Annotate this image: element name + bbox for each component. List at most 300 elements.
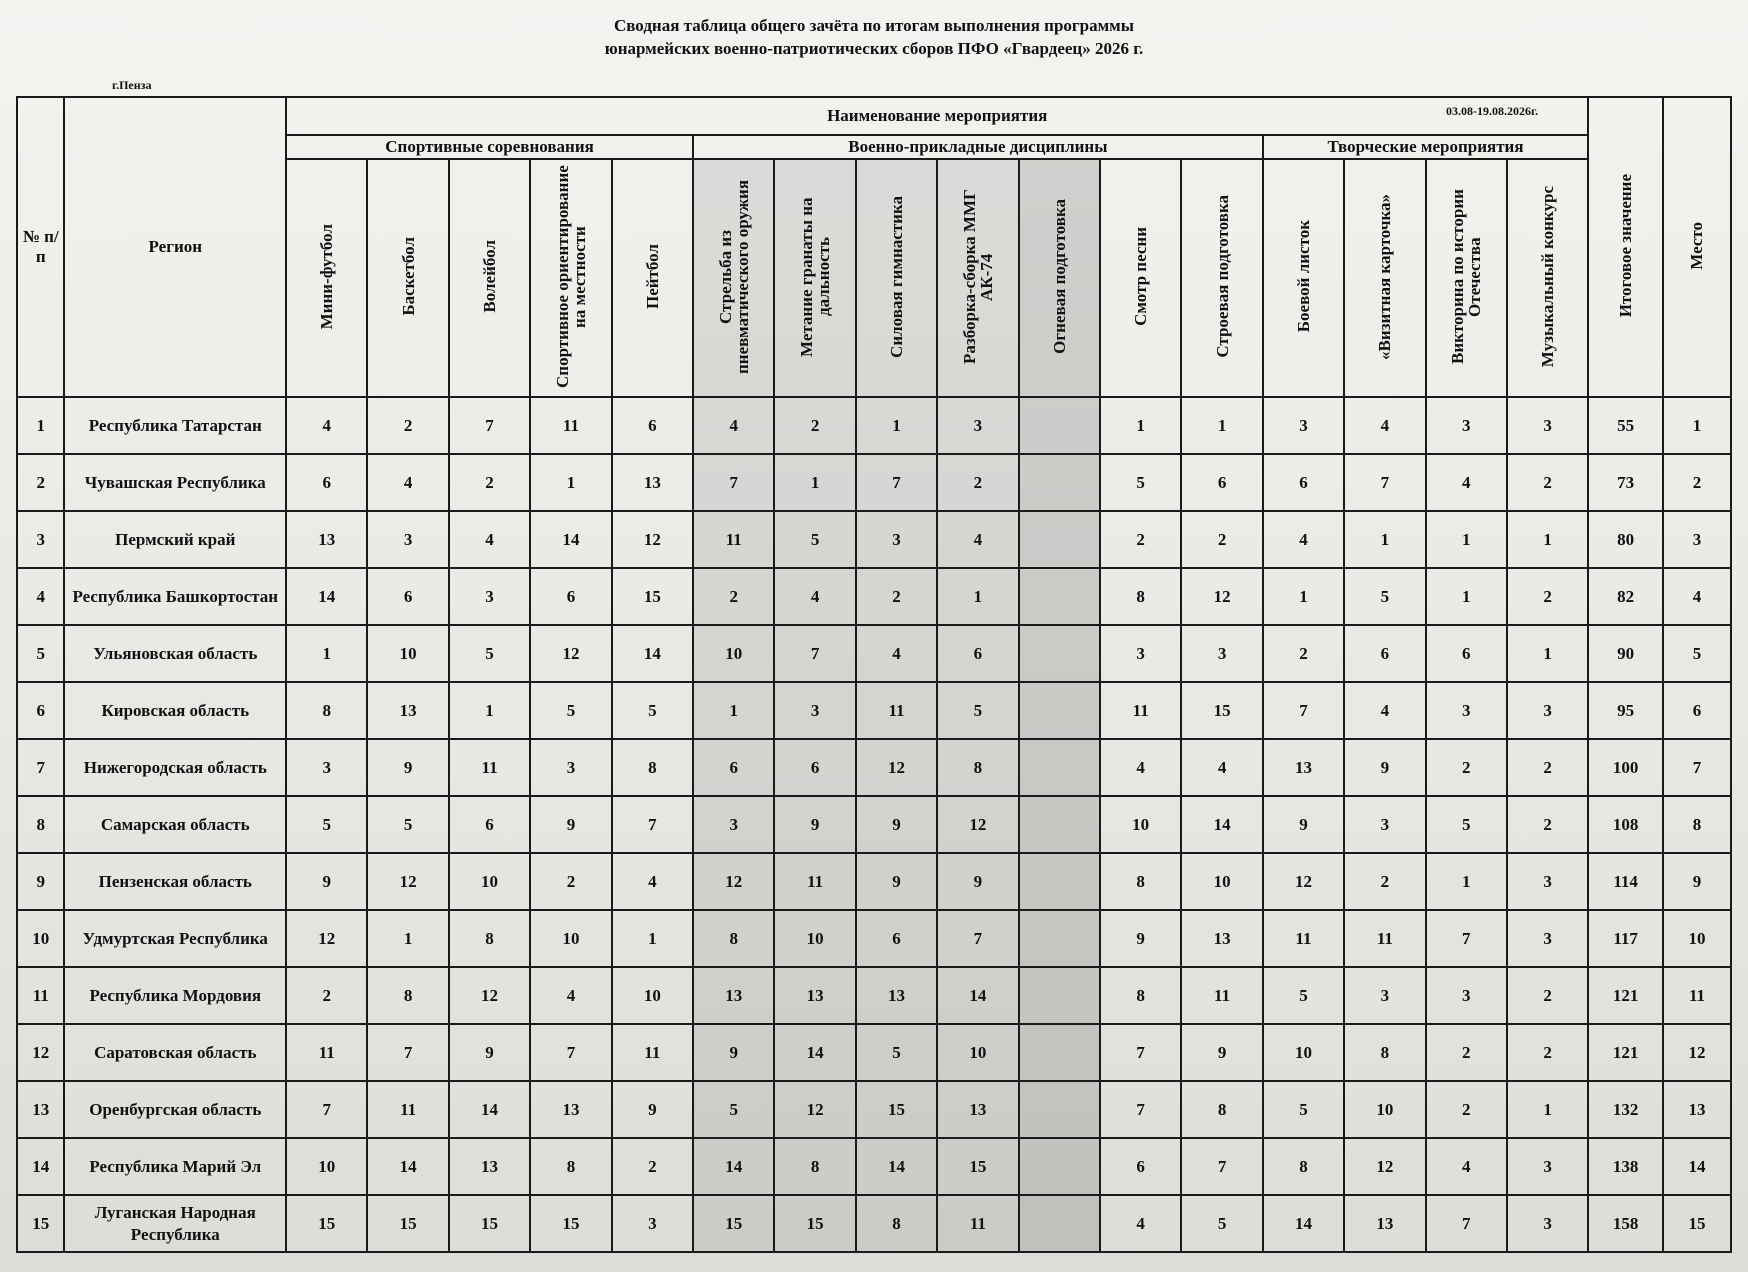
score-cell: 14 <box>693 1138 774 1195</box>
row-number: 11 <box>17 967 64 1024</box>
score-cell: 12 <box>1263 853 1344 910</box>
row-number: 6 <box>17 682 64 739</box>
score-cell: 13 <box>612 454 693 511</box>
score-cell: 3 <box>449 568 530 625</box>
row-number: 3 <box>17 511 64 568</box>
score-cell: 6 <box>286 454 367 511</box>
score-cell: 8 <box>693 910 774 967</box>
score-cell: 4 <box>937 511 1018 568</box>
score-cell: 6 <box>937 625 1018 682</box>
score-cell: 4 <box>1100 739 1181 796</box>
total-cell: 117 <box>1588 910 1663 967</box>
score-cell: 7 <box>1100 1024 1181 1081</box>
total-cell: 108 <box>1588 796 1663 853</box>
table-row <box>17 910 1731 967</box>
place-cell: 13 <box>1663 1081 1731 1138</box>
table-row <box>17 454 1731 511</box>
score-cell <box>1019 682 1100 739</box>
score-cell: 2 <box>612 1138 693 1195</box>
total-cell: 138 <box>1588 1138 1663 1195</box>
score-cell: 8 <box>449 910 530 967</box>
score-cell: 9 <box>774 796 855 853</box>
score-cell: 2 <box>1263 625 1344 682</box>
score-cell: 11 <box>1344 910 1425 967</box>
col-header-event: Пейтбол <box>612 159 693 397</box>
score-cell: 4 <box>774 568 855 625</box>
score-cell: 9 <box>367 739 448 796</box>
score-cell: 2 <box>1507 967 1588 1024</box>
total-cell: 90 <box>1588 625 1663 682</box>
score-cell: 15 <box>367 1195 448 1252</box>
table-row <box>17 511 1731 568</box>
score-cell: 2 <box>1507 454 1588 511</box>
score-cell: 10 <box>937 1024 1018 1081</box>
score-cell <box>1019 1195 1100 1252</box>
score-cell: 10 <box>1181 853 1262 910</box>
region-name: Республика Мордовия <box>64 967 286 1024</box>
score-cell: 7 <box>612 796 693 853</box>
place-cell: 6 <box>1663 682 1731 739</box>
score-cell: 8 <box>1263 1138 1344 1195</box>
row-number: 12 <box>17 1024 64 1081</box>
score-cell: 9 <box>530 796 611 853</box>
score-cell: 5 <box>286 796 367 853</box>
score-cell: 13 <box>1181 910 1262 967</box>
score-cell: 15 <box>530 1195 611 1252</box>
score-cell <box>1019 1024 1100 1081</box>
score-cell: 12 <box>530 625 611 682</box>
score-cell: 8 <box>937 739 1018 796</box>
score-cell: 9 <box>937 853 1018 910</box>
score-cell: 2 <box>1507 739 1588 796</box>
score-cell: 13 <box>449 1138 530 1195</box>
score-cell: 14 <box>1181 796 1262 853</box>
region-name: Республика Татарстан <box>64 397 286 454</box>
score-cell: 7 <box>367 1024 448 1081</box>
score-cell: 4 <box>1263 511 1344 568</box>
score-cell: 2 <box>1181 511 1262 568</box>
score-cell: 2 <box>1507 1024 1588 1081</box>
score-cell: 6 <box>612 397 693 454</box>
table-row <box>17 1081 1731 1138</box>
score-cell: 5 <box>693 1081 774 1138</box>
score-cell: 11 <box>449 739 530 796</box>
score-cell: 4 <box>1426 454 1507 511</box>
row-number: 2 <box>17 454 64 511</box>
score-cell: 7 <box>693 454 774 511</box>
score-cell: 8 <box>286 682 367 739</box>
score-cell: 10 <box>367 625 448 682</box>
region-name: Республика Башкортостан <box>64 568 286 625</box>
score-cell: 2 <box>1507 796 1588 853</box>
score-cell: 14 <box>856 1138 937 1195</box>
total-cell: 158 <box>1588 1195 1663 1252</box>
table-row <box>17 1138 1731 1195</box>
score-cell: 5 <box>1344 568 1425 625</box>
table-row <box>17 397 1731 454</box>
score-cell: 12 <box>693 853 774 910</box>
row-number: 7 <box>17 739 64 796</box>
score-cell: 5 <box>1263 1081 1344 1138</box>
score-cell: 10 <box>1100 796 1181 853</box>
score-cell: 1 <box>1507 625 1588 682</box>
score-cell: 7 <box>1344 454 1425 511</box>
score-cell: 2 <box>367 397 448 454</box>
col-header-event: Спортивное ориентирование на местности <box>530 159 611 397</box>
place-cell: 9 <box>1663 853 1731 910</box>
score-cell: 11 <box>286 1024 367 1081</box>
score-cell: 7 <box>530 1024 611 1081</box>
score-cell: 5 <box>1426 796 1507 853</box>
place-cell: 4 <box>1663 568 1731 625</box>
score-cell: 1 <box>856 397 937 454</box>
score-cell: 12 <box>937 796 1018 853</box>
score-cell: 11 <box>1100 682 1181 739</box>
score-cell: 14 <box>530 511 611 568</box>
score-cell: 1 <box>286 625 367 682</box>
results-table <box>16 96 1732 1253</box>
score-cell: 15 <box>937 1138 1018 1195</box>
score-cell: 6 <box>1181 454 1262 511</box>
table-row <box>17 853 1731 910</box>
dates-label: 03.08-19.08.2026г. <box>1446 104 1539 118</box>
score-cell: 2 <box>1426 1024 1507 1081</box>
score-cell: 14 <box>286 568 367 625</box>
row-number: 9 <box>17 853 64 910</box>
row-number: 13 <box>17 1081 64 1138</box>
score-cell: 5 <box>612 682 693 739</box>
score-cell: 1 <box>1507 1081 1588 1138</box>
region-name: Пензенская область <box>64 853 286 910</box>
score-cell <box>1019 853 1100 910</box>
score-cell: 6 <box>1426 625 1507 682</box>
col-header-event: Строевая подготовка <box>1181 159 1262 397</box>
score-cell: 12 <box>367 853 448 910</box>
score-cell: 4 <box>530 967 611 1024</box>
score-cell: 15 <box>774 1195 855 1252</box>
region-name: Оренбургская область <box>64 1081 286 1138</box>
score-cell: 8 <box>856 1195 937 1252</box>
region-name: Нижегородская область <box>64 739 286 796</box>
place-cell: 14 <box>1663 1138 1731 1195</box>
score-cell: 1 <box>1263 568 1344 625</box>
score-cell: 4 <box>856 625 937 682</box>
score-cell <box>1019 625 1100 682</box>
score-cell: 14 <box>449 1081 530 1138</box>
score-cell: 1 <box>1181 397 1262 454</box>
score-cell: 5 <box>1181 1195 1262 1252</box>
col-header-event: Баскетбол <box>367 159 448 397</box>
score-cell: 3 <box>367 511 448 568</box>
score-cell: 13 <box>856 967 937 1024</box>
score-cell: 6 <box>449 796 530 853</box>
score-cell: 9 <box>1263 796 1344 853</box>
score-cell: 3 <box>937 397 1018 454</box>
score-cell: 8 <box>1100 853 1181 910</box>
score-cell: 13 <box>367 682 448 739</box>
score-cell: 11 <box>367 1081 448 1138</box>
score-cell: 10 <box>1263 1024 1344 1081</box>
table-row <box>17 796 1731 853</box>
score-cell: 4 <box>1181 739 1262 796</box>
score-cell: 15 <box>1181 682 1262 739</box>
score-cell: 12 <box>449 967 530 1024</box>
score-cell: 8 <box>1100 568 1181 625</box>
score-cell: 11 <box>1181 967 1262 1024</box>
score-cell: 5 <box>1100 454 1181 511</box>
score-cell: 7 <box>856 454 937 511</box>
place-cell: 12 <box>1663 1024 1731 1081</box>
score-cell <box>1019 1138 1100 1195</box>
col-header-event: Метание гранаты на дальность <box>774 159 855 397</box>
region-name: Луганская Народная Республика <box>64 1195 286 1252</box>
score-cell: 1 <box>774 454 855 511</box>
col-header-event: Музыкальный конкурс <box>1507 159 1588 397</box>
score-cell <box>1019 511 1100 568</box>
score-cell: 11 <box>856 682 937 739</box>
score-cell: 5 <box>449 625 530 682</box>
score-cell: 2 <box>1426 1081 1507 1138</box>
score-cell: 15 <box>286 1195 367 1252</box>
score-cell: 3 <box>1426 682 1507 739</box>
score-cell: 4 <box>286 397 367 454</box>
col-header-event: Разборка-сборка ММГ АК-74 <box>937 159 1018 397</box>
score-cell: 8 <box>1344 1024 1425 1081</box>
table-row <box>17 1024 1731 1081</box>
score-cell: 3 <box>1344 967 1425 1024</box>
score-cell: 8 <box>774 1138 855 1195</box>
score-cell: 4 <box>367 454 448 511</box>
score-cell: 2 <box>530 853 611 910</box>
group-header-sport: Спортивные соревнования <box>286 135 693 159</box>
score-cell: 3 <box>693 796 774 853</box>
score-cell <box>1019 967 1100 1024</box>
score-cell: 11 <box>937 1195 1018 1252</box>
total-cell: 73 <box>1588 454 1663 511</box>
place-cell: 3 <box>1663 511 1731 568</box>
score-cell: 9 <box>286 853 367 910</box>
score-cell: 9 <box>1100 910 1181 967</box>
score-cell: 7 <box>449 397 530 454</box>
score-cell: 13 <box>774 967 855 1024</box>
score-cell: 7 <box>937 910 1018 967</box>
col-header-event: «Визитная карточка» <box>1344 159 1425 397</box>
region-name: Удмуртская Республика <box>64 910 286 967</box>
score-cell: 3 <box>286 739 367 796</box>
score-cell: 9 <box>1344 739 1425 796</box>
score-cell: 3 <box>1100 625 1181 682</box>
total-cell: 114 <box>1588 853 1663 910</box>
score-cell: 4 <box>449 511 530 568</box>
score-cell: 15 <box>693 1195 774 1252</box>
score-cell <box>1019 796 1100 853</box>
row-number: 10 <box>17 910 64 967</box>
table-row <box>17 568 1731 625</box>
row-number: 14 <box>17 1138 64 1195</box>
score-cell: 6 <box>1100 1138 1181 1195</box>
score-cell: 3 <box>1344 796 1425 853</box>
row-number: 1 <box>17 397 64 454</box>
score-cell: 8 <box>367 967 448 1024</box>
total-cell: 100 <box>1588 739 1663 796</box>
score-cell: 14 <box>367 1138 448 1195</box>
score-cell: 5 <box>530 682 611 739</box>
table-row <box>17 682 1731 739</box>
region-name: Ульяновская область <box>64 625 286 682</box>
score-cell: 6 <box>774 739 855 796</box>
score-cell: 7 <box>1100 1081 1181 1138</box>
score-cell: 12 <box>1344 1138 1425 1195</box>
score-cell: 1 <box>1426 568 1507 625</box>
score-cell: 5 <box>774 511 855 568</box>
score-cell: 2 <box>774 397 855 454</box>
score-cell: 3 <box>530 739 611 796</box>
place-cell: 15 <box>1663 1195 1731 1252</box>
score-cell <box>1019 910 1100 967</box>
score-cell: 14 <box>612 625 693 682</box>
title-line-1: Сводная таблица общего зачёта по итогам выполнения программы <box>613 16 1135 35</box>
col-header-event: Смотр песни <box>1100 159 1181 397</box>
region-name: Кировская область <box>64 682 286 739</box>
score-cell: 8 <box>1100 967 1181 1024</box>
document-title <box>0 14 1748 60</box>
score-cell: 7 <box>1263 682 1344 739</box>
score-cell: 1 <box>367 910 448 967</box>
region-name: Самарская область <box>64 796 286 853</box>
score-cell: 1 <box>612 910 693 967</box>
score-cell: 9 <box>449 1024 530 1081</box>
score-cell: 6 <box>693 739 774 796</box>
score-cell: 10 <box>693 625 774 682</box>
score-cell: 1 <box>449 682 530 739</box>
score-cell: 10 <box>774 910 855 967</box>
score-cell: 12 <box>612 511 693 568</box>
score-cell: 1 <box>693 682 774 739</box>
table-row <box>17 1195 1731 1252</box>
score-cell: 1 <box>1426 853 1507 910</box>
score-cell: 7 <box>1426 1195 1507 1252</box>
row-number: 8 <box>17 796 64 853</box>
col-header-place: Место <box>1663 97 1731 397</box>
score-cell: 1 <box>937 568 1018 625</box>
score-cell: 3 <box>1507 1195 1588 1252</box>
place-cell: 7 <box>1663 739 1731 796</box>
score-cell: 2 <box>856 568 937 625</box>
score-cell: 8 <box>612 739 693 796</box>
score-cell: 13 <box>693 967 774 1024</box>
score-cell: 7 <box>774 625 855 682</box>
score-cell: 2 <box>1426 739 1507 796</box>
place-cell: 1 <box>1663 397 1731 454</box>
score-cell: 1 <box>1426 511 1507 568</box>
score-cell: 1 <box>1507 511 1588 568</box>
score-cell: 5 <box>1263 967 1344 1024</box>
row-number: 4 <box>17 568 64 625</box>
score-cell <box>1019 454 1100 511</box>
score-cell: 9 <box>612 1081 693 1138</box>
place-cell: 10 <box>1663 910 1731 967</box>
score-cell: 15 <box>612 568 693 625</box>
score-cell: 13 <box>937 1081 1018 1138</box>
row-number: 15 <box>17 1195 64 1252</box>
score-cell: 3 <box>856 511 937 568</box>
score-cell: 4 <box>1426 1138 1507 1195</box>
region-name: Пермский край <box>64 511 286 568</box>
score-cell: 11 <box>530 397 611 454</box>
score-cell: 4 <box>1100 1195 1181 1252</box>
group-header-creative: Творческие мероприятия <box>1263 135 1589 159</box>
score-cell: 12 <box>774 1081 855 1138</box>
score-cell: 6 <box>530 568 611 625</box>
place-cell: 5 <box>1663 625 1731 682</box>
score-cell: 2 <box>937 454 1018 511</box>
score-cell: 12 <box>856 739 937 796</box>
score-cell: 3 <box>612 1195 693 1252</box>
score-cell: 10 <box>449 853 530 910</box>
place-cell: 11 <box>1663 967 1731 1024</box>
score-cell <box>1019 1081 1100 1138</box>
total-cell: 121 <box>1588 1024 1663 1081</box>
score-cell: 10 <box>530 910 611 967</box>
total-cell: 95 <box>1588 682 1663 739</box>
col-header-num: № п/п <box>17 97 64 397</box>
score-cell: 1 <box>530 454 611 511</box>
score-cell: 11 <box>693 511 774 568</box>
score-cell: 9 <box>856 853 937 910</box>
score-cell: 3 <box>1181 625 1262 682</box>
total-cell: 55 <box>1588 397 1663 454</box>
score-cell: 13 <box>1263 739 1344 796</box>
score-cell <box>1019 739 1100 796</box>
score-cell: 11 <box>1263 910 1344 967</box>
score-cell: 6 <box>367 568 448 625</box>
col-header-event: Боевой листок <box>1263 159 1344 397</box>
col-header-event: Викторина по истории Отечества <box>1426 159 1507 397</box>
score-cell: 3 <box>1507 397 1588 454</box>
score-cell: 3 <box>1426 397 1507 454</box>
score-cell: 11 <box>612 1024 693 1081</box>
total-cell: 82 <box>1588 568 1663 625</box>
score-cell: 9 <box>1181 1024 1262 1081</box>
total-cell: 132 <box>1588 1081 1663 1138</box>
score-cell: 1 <box>1344 511 1425 568</box>
score-cell: 13 <box>286 511 367 568</box>
col-header-event: Мини-футбол <box>286 159 367 397</box>
score-cell: 3 <box>1507 910 1588 967</box>
score-cell: 7 <box>1426 910 1507 967</box>
score-cell: 3 <box>774 682 855 739</box>
score-cell: 5 <box>937 682 1018 739</box>
score-cell: 3 <box>1263 397 1344 454</box>
score-cell: 3 <box>1507 853 1588 910</box>
table-row <box>17 967 1731 1024</box>
col-header-event: Огневая подготовка <box>1019 159 1100 397</box>
score-cell: 10 <box>612 967 693 1024</box>
score-cell: 9 <box>856 796 937 853</box>
score-cell <box>1019 568 1100 625</box>
score-cell: 5 <box>856 1024 937 1081</box>
score-cell: 8 <box>530 1138 611 1195</box>
score-cell: 15 <box>856 1081 937 1138</box>
total-cell: 80 <box>1588 511 1663 568</box>
score-cell: 10 <box>1344 1081 1425 1138</box>
score-cell: 7 <box>1181 1138 1262 1195</box>
score-cell: 5 <box>367 796 448 853</box>
score-cell: 15 <box>449 1195 530 1252</box>
place-cell: 2 <box>1663 454 1731 511</box>
score-cell: 9 <box>693 1024 774 1081</box>
title-line-2: юнармейских военно-патриотических сборов ПФО «Гвардеец» 2026 г. <box>604 39 1144 58</box>
